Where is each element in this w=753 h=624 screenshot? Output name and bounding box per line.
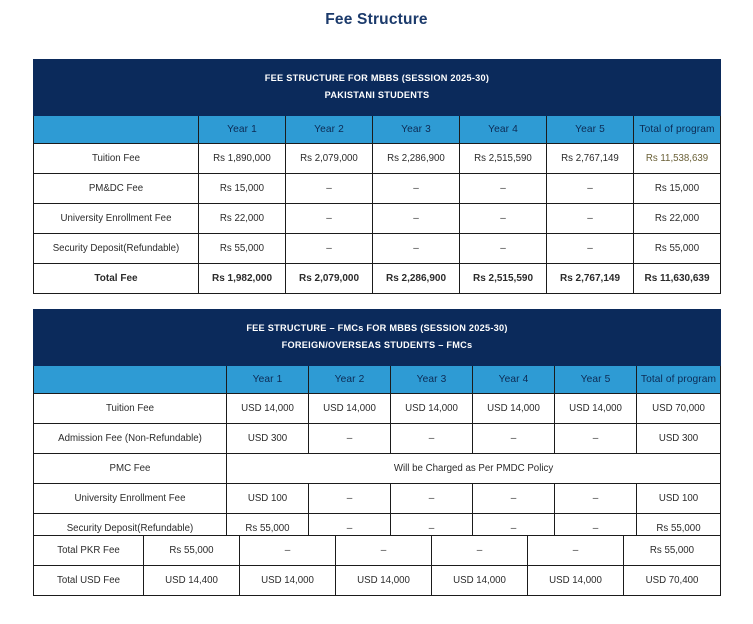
cell-tuition-year-2: USD 14,000 — [309, 394, 391, 424]
column-header-year-4: Year 4 — [473, 366, 555, 394]
row-label-tuition-fee: Tuition Fee — [34, 144, 199, 174]
cell-security-total: Rs 55,000 — [634, 234, 721, 264]
cell-tuition-year-5: USD 14,000 — [555, 394, 637, 424]
cell-pmdc-year-5: – — [547, 174, 634, 204]
cell-enrollment-year-5: – — [547, 204, 634, 234]
cell-security-year-4: – — [473, 514, 555, 544]
row-label-university-enrollment-fee: University Enrollment Fee — [34, 204, 199, 234]
cell-enrollment-total: USD 100 — [637, 484, 721, 514]
column-header-blank — [34, 366, 227, 394]
cell-tuition-year-4: USD 14,000 — [473, 394, 555, 424]
cell-total-usd-year-5: USD 14,000 — [528, 566, 624, 596]
cell-total-pkr-year-4: – — [432, 536, 528, 566]
cell-security-year-1: Rs 55,000 — [227, 514, 309, 544]
cell-security-year-1: Rs 55,000 — [199, 234, 286, 264]
column-header-year-3: Year 3 — [373, 116, 460, 144]
table-banner-row — [34, 310, 721, 366]
column-header-row — [34, 366, 721, 394]
cell-enrollment-year-5: – — [555, 484, 637, 514]
column-header-year-2: Year 2 — [309, 366, 391, 394]
cell-total-usd-year-4: USD 14,000 — [432, 566, 528, 596]
row-label-university-enrollment-fee: University Enrollment Fee — [34, 484, 227, 514]
fee-table-totals — [33, 535, 721, 596]
cell-total-program: Rs 11,630,639 — [634, 264, 721, 294]
cell-tuition-year-1: Rs 1,890,000 — [199, 144, 286, 174]
cell-security-year-3: – — [373, 234, 460, 264]
cell-security-year-4: – — [460, 234, 547, 264]
table-row — [34, 394, 721, 424]
table-row — [34, 566, 721, 596]
column-header-blank — [34, 116, 199, 144]
cell-total-pkr-program: Rs 55,000 — [624, 536, 721, 566]
cell-pmc-fee-note: Will be Charged as Per PMDC Policy — [227, 454, 721, 484]
cell-tuition-year-3: USD 14,000 — [391, 394, 473, 424]
cell-enrollment-year-4: – — [460, 204, 547, 234]
table-row — [34, 484, 721, 514]
table-row — [34, 174, 721, 204]
cell-enrollment-year-2: – — [309, 484, 391, 514]
table-row — [34, 234, 721, 264]
cell-tuition-year-3: Rs 2,286,900 — [373, 144, 460, 174]
cell-total-pkr-year-1: Rs 55,000 — [144, 536, 240, 566]
cell-tuition-year-2: Rs 2,079,000 — [286, 144, 373, 174]
cell-pmdc-year-1: Rs 15,000 — [199, 174, 286, 204]
table-row — [34, 454, 721, 484]
cell-tuition-total: Rs 11,538,639 — [634, 144, 721, 174]
row-label-total-usd-fee: Total USD Fee — [34, 566, 144, 596]
cell-total-pkr-year-3: – — [336, 536, 432, 566]
column-header-year-4: Year 4 — [460, 116, 547, 144]
row-label-admission-fee: Admission Fee (Non-Refundable) — [34, 424, 227, 454]
column-header-row — [34, 116, 721, 144]
banner-line-2: PAKISTANI STUDENTS — [324, 90, 430, 101]
cell-pmdc-year-2: – — [286, 174, 373, 204]
cell-tuition-year-1: USD 14,000 — [227, 394, 309, 424]
cell-enrollment-year-3: – — [391, 484, 473, 514]
table-row — [34, 536, 721, 566]
cell-total-year-1: Rs 1,982,000 — [199, 264, 286, 294]
row-label-total-pkr-fee: Total PKR Fee — [34, 536, 144, 566]
banner-line-1: FEE STRUCTURE – FMCs FOR MBBS (SESSION 2025-30) — [246, 323, 508, 333]
column-header-year-5: Year 5 — [547, 116, 634, 144]
cell-admission-total: USD 300 — [637, 424, 721, 454]
cell-security-total: Rs 55,000 — [637, 514, 721, 544]
row-label-security-deposit: Security Deposit(Refundable) — [34, 234, 199, 264]
cell-admission-year-1: USD 300 — [227, 424, 309, 454]
table-banner-row — [34, 60, 721, 116]
fee-table-foreign-students — [33, 309, 721, 544]
cell-enrollment-year-4: – — [473, 484, 555, 514]
table-row — [34, 144, 721, 174]
column-header-year-3: Year 3 — [391, 366, 473, 394]
cell-total-usd-program: USD 70,400 — [624, 566, 721, 596]
banner-foreign — [34, 310, 721, 366]
column-header-year-1: Year 1 — [199, 116, 286, 144]
cell-enrollment-year-3: – — [373, 204, 460, 234]
cell-total-year-3: Rs 2,286,900 — [373, 264, 460, 294]
row-label-total-fee: Total Fee — [34, 264, 199, 294]
cell-tuition-year-5: Rs 2,767,149 — [547, 144, 634, 174]
column-header-total-of-program: Total of program — [634, 116, 721, 144]
cell-security-year-2: – — [309, 514, 391, 544]
cell-enrollment-year-1: Rs 22,000 — [199, 204, 286, 234]
row-label-pmdc-fee: PM&DC Fee — [34, 174, 199, 204]
page-title: Fee Structure — [325, 11, 428, 28]
cell-security-year-2: – — [286, 234, 373, 264]
cell-total-year-4: Rs 2,515,590 — [460, 264, 547, 294]
fee-table-pakistani-students — [33, 59, 721, 294]
cell-total-year-5: Rs 2,767,149 — [547, 264, 634, 294]
cell-enrollment-year-2: – — [286, 204, 373, 234]
column-header-year-1: Year 1 — [227, 366, 309, 394]
table-row — [34, 424, 721, 454]
row-label-security-deposit: Security Deposit(Refundable) — [34, 514, 227, 544]
cell-total-year-2: Rs 2,079,000 — [286, 264, 373, 294]
cell-total-usd-year-1: USD 14,400 — [144, 566, 240, 596]
cell-tuition-total: USD 70,000 — [637, 394, 721, 424]
cell-security-year-3: – — [391, 514, 473, 544]
cell-admission-year-4: – — [473, 424, 555, 454]
cell-tuition-year-4: Rs 2,515,590 — [460, 144, 547, 174]
cell-security-year-5: – — [555, 514, 637, 544]
row-label-tuition-fee: Tuition Fee — [34, 394, 227, 424]
row-label-pmc-fee: PMC Fee — [34, 454, 227, 484]
cell-total-usd-year-3: USD 14,000 — [336, 566, 432, 596]
cell-total-pkr-year-2: – — [240, 536, 336, 566]
cell-admission-year-3: – — [391, 424, 473, 454]
column-header-year-2: Year 2 — [286, 116, 373, 144]
cell-enrollment-year-1: USD 100 — [227, 484, 309, 514]
banner-line-2: FOREIGN/OVERSEAS STUDENTS – FMCs — [281, 340, 473, 351]
cell-pmdc-total: Rs 15,000 — [634, 174, 721, 204]
cell-pmdc-year-4: – — [460, 174, 547, 204]
cell-enrollment-total: Rs 22,000 — [634, 204, 721, 234]
cell-total-usd-year-2: USD 14,000 — [240, 566, 336, 596]
column-header-year-5: Year 5 — [555, 366, 637, 394]
cell-total-pkr-year-5: – — [528, 536, 624, 566]
cell-admission-year-5: – — [555, 424, 637, 454]
column-header-total-of-program: Total of program — [637, 366, 721, 394]
table-row — [34, 204, 721, 234]
banner-pakistani — [34, 60, 721, 116]
cell-security-year-5: – — [547, 234, 634, 264]
cell-admission-year-2: – — [309, 424, 391, 454]
banner-line-1: FEE STRUCTURE FOR MBBS (SESSION 2025-30) — [264, 73, 490, 83]
table-row-total — [34, 264, 721, 294]
cell-pmdc-year-3: – — [373, 174, 460, 204]
